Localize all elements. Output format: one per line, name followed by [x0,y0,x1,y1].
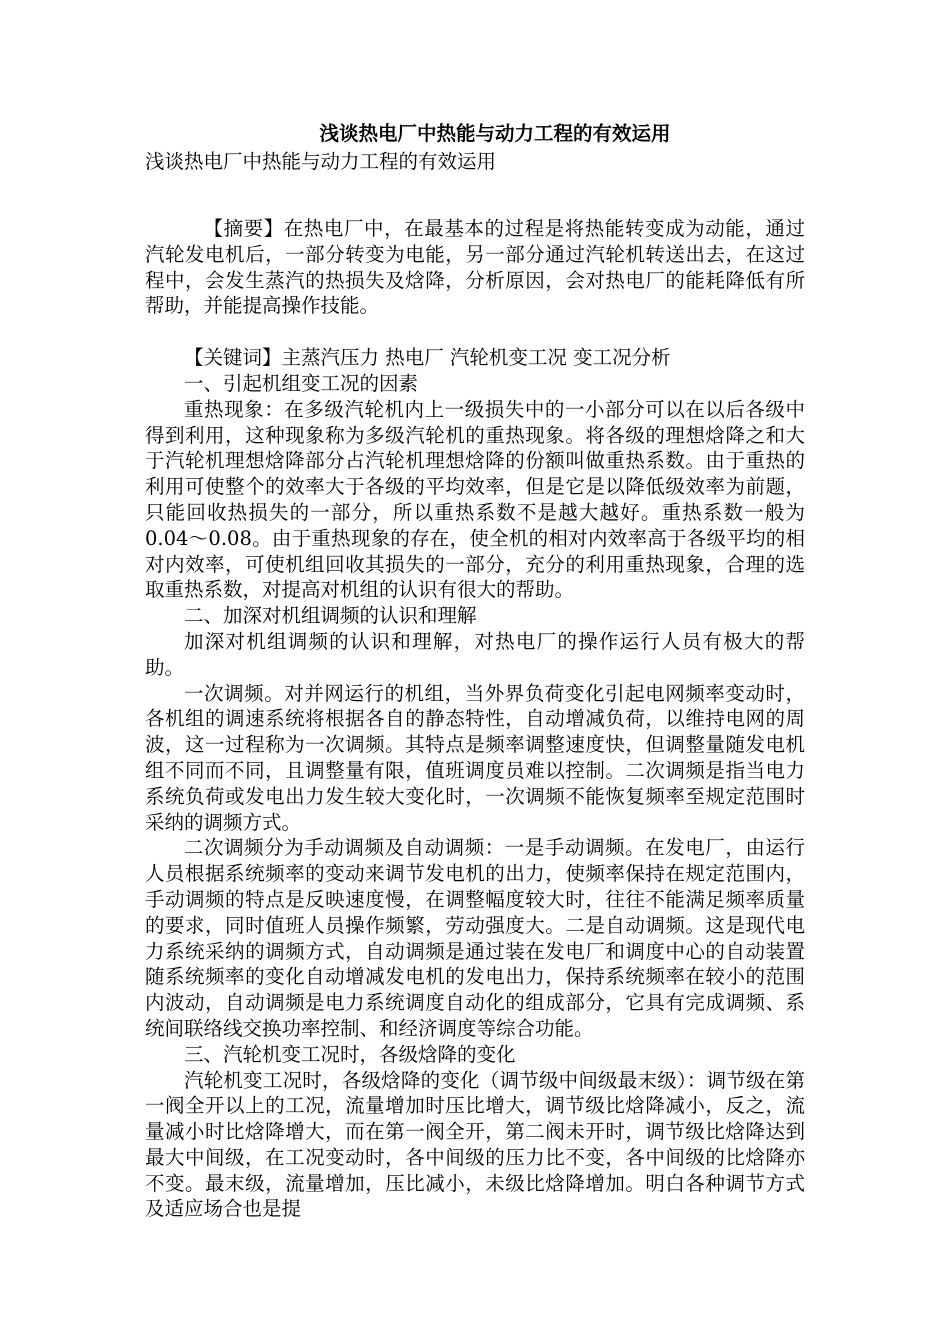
section-1-paragraph-1: 重热现象：在多级汽轮机内上一级损失中的一小部分可以在以后各级中得到利用，这种现象称为多级汽轮机的重热现象。将各级的理想焓降之和大于汽轮机理想焓降部分占汽轮机理想焓降的份额叫做重热系数。由于重热的利用可使整个的效率大于各级的平均效率，但是它是以降低级效率为前题，只能回收热损失的一部分，所以重热系数不是越大越好。重热系数一般为0.04～0.08。由于重热现象的存在，使全机的相对内效率高于各级平均的相对内效率，可使机组回收其损失的一部分，充分的利用重热现象，合理的选取重热系数，对提高对机组的认识有很大的帮助。 [145,397,805,602]
keywords-paragraph: 【关键词】主蒸汽压力 热电厂 汽轮机变工况 变工况分析 [184,346,671,370]
section-3-paragraph-1: 汽轮机变工况时，各级焓降的变化（调节级中间级最末级）：调节级在第一阀全开以上的工况，流量增加时压比增大，调节级比焓降减小，反之，流量减小时比焓降增大，而在第一阀全开，第二阀未开时，调节级比焓降达到最大中间级，在工况变动时，各中间级的压力比不变，各中间级的比焓降亦不变。最末级，流量增加，压比减小，未级比焓降增加。明白各种调节方式及适应场合也是提 [145,1068,805,1221]
section-heading-2: 二、加深对机组调频的认识和理解 [184,604,477,628]
section-heading-3: 三、汽轮机变工况时，各级焓降的变化 [184,1042,516,1066]
abstract-paragraph: 【摘要】在热电厂中，在最基本的过程是将热能转变成为动能，通过汽轮发电机后，一部分转变为电能，另一部分通过汽轮机转送出去，在这过程中，会发生蒸汽的热损失及焓降，分析原因，会对热电厂的能耗降低有所帮助，并能提高操作技能。 [145,217,805,318]
document-title: 浅谈热电厂中热能与动力工程的有效运用 [319,122,671,145]
section-2-paragraph-3: 二次调频分为手动调频及自动调频：一是手动调频。在发电厂，由运行人员根据系统频率的变动来调节发电机的出力，使频率保持在规定范围内，手动调频的特点是反映速度慢，在调整幅度较大时，往往不能满足频率质量的要求，同时值班人员操作频繁，劳动强度大。二是自动调频。这是现代电力系统采纳的调频方式，自动调频是通过装在发电厂和调度中心的自动装置随系统频率的变化自动增减发电机的发电出力，保持系统频率在较小的范围内波动，自动调频是电力系统调度自动化的组成部分，它具有完成调频、系统间联络线交换功率控制、和经济调度等综合功能。 [145,836,805,1040]
section-2-paragraph-2: 一次调频。对并网运行的机组，当外界负荷变化引起电网频率变动时，各机组的调速系统将根据各自的静态特性，自动增减负荷，以维持电网的周波，这一过程称为一次调频。其特点是频率调整速度快，但调整量随发电机组不同而不同，且调整量有限，值班调度员难以控制。二次调频是指当电力系统负荷或发电出力发生较大变化时，一次调频不能恢复频率至规定范围时采纳的调频方式。 [145,681,805,834]
document-subtitle: 浅谈热电厂中热能与动力工程的有效运用 [145,150,497,173]
section-2-paragraph-1: 加深对机组调频的认识和理解，对热电厂的操作运行人员有极大的帮助。 [145,629,805,679]
document-page [145,120,805,1222]
section-heading-1: 一、引起机组变工况的因素 [184,371,419,395]
